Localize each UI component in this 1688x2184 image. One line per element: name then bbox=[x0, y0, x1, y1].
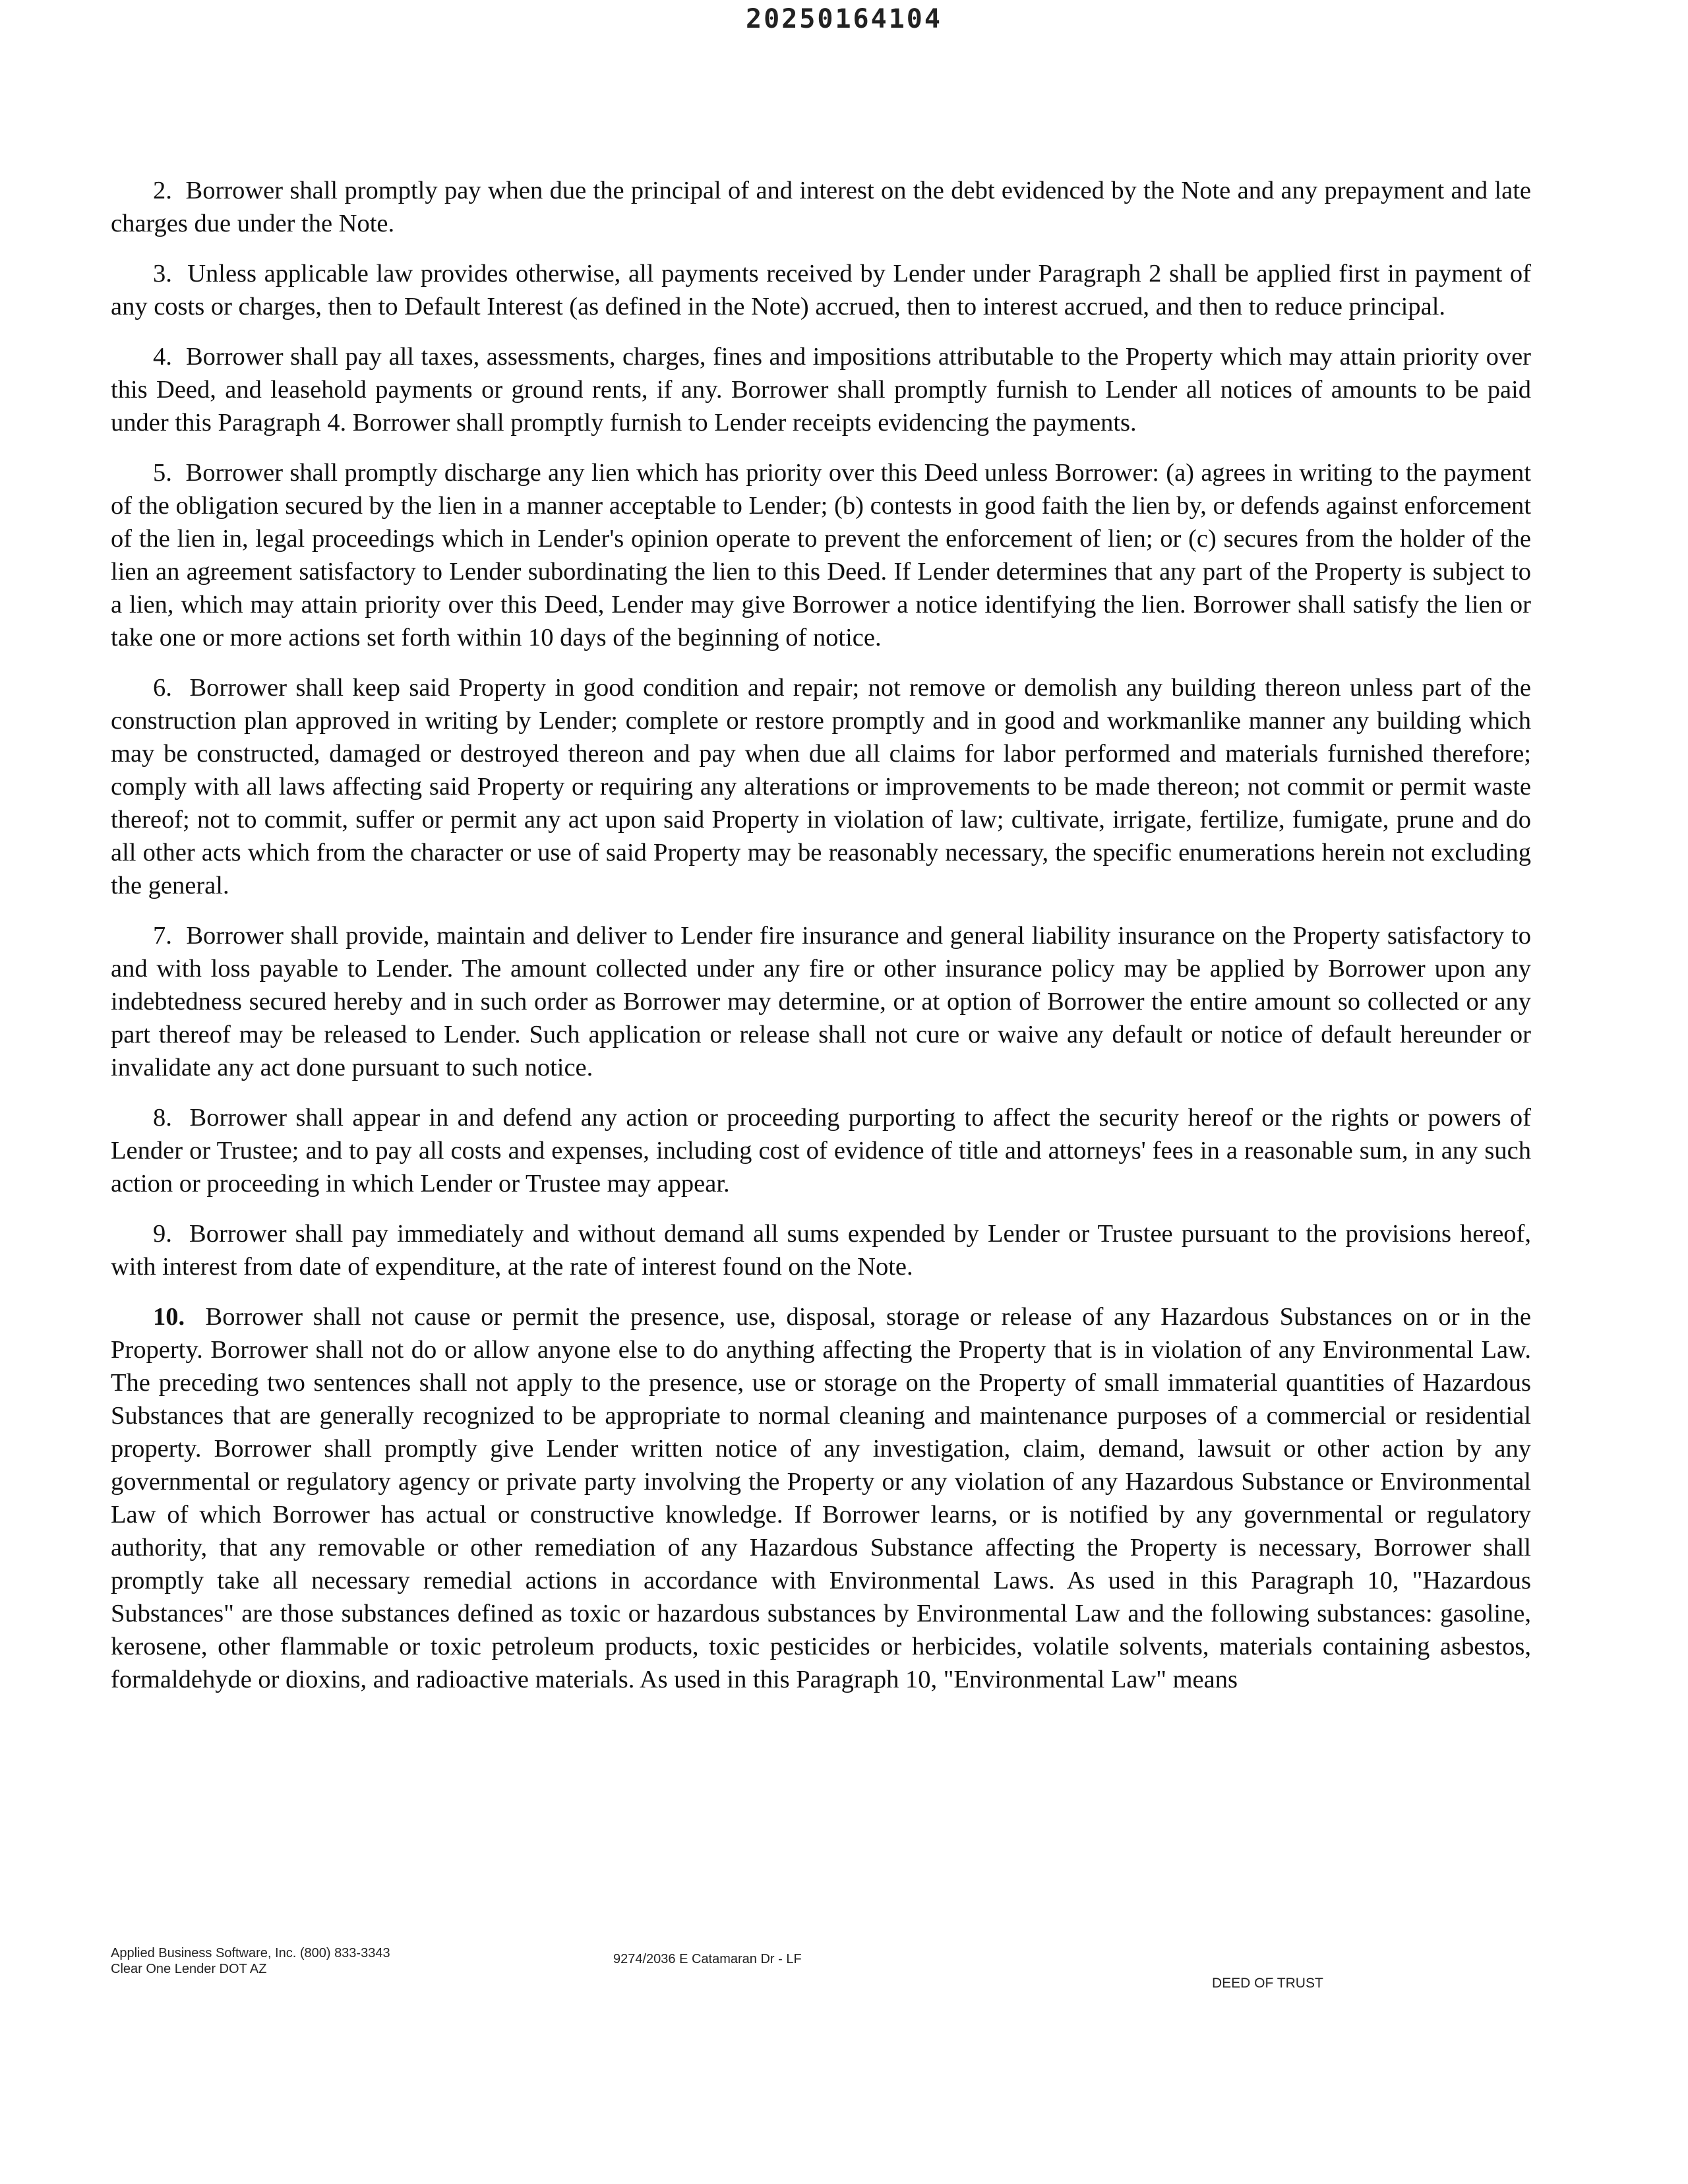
paragraph-number: 4. bbox=[153, 343, 172, 371]
paragraph-number: 8. bbox=[153, 1104, 172, 1132]
paragraph-9 bbox=[111, 1217, 1531, 1283]
paragraph-number: 10. bbox=[153, 1303, 185, 1331]
paragraph-number: 9. bbox=[153, 1220, 172, 1248]
paragraph-number: 2. bbox=[153, 177, 172, 204]
paragraph-7 bbox=[111, 919, 1531, 1084]
footer-software-line: Applied Business Software, Inc. (800) 833-3343 bbox=[111, 1946, 390, 1960]
paragraph-text: Unless applicable law provides otherwise, all payments received by Lender under Paragraph 2 shall be applied first in payment of any costs or charges, then to Default Interest (as defined in the Note) accrued, then to interest accrued, and then to reduce principal. bbox=[111, 260, 1531, 320]
footer-software-info bbox=[111, 1945, 390, 1977]
recording-number: 20250164104 bbox=[746, 4, 942, 34]
footer-document-type: DEED OF TRUST bbox=[1212, 1976, 1323, 1991]
paragraph-number: 7. bbox=[153, 922, 172, 950]
document-body bbox=[111, 174, 1531, 1713]
paragraph-text: Borrower shall not cause or permit the presence, use, disposal, storage or release of any Hazardous Substances on or in the Property. Borrower shall not do or allow anyone else to do anything affecting the Property that is in violation of any Environmental Law. The preceding two sentences shall not apply to the presence, use or storage on the Property of small immaterial quantities of Hazardous Substances that are generally recognized to be appropriate to normal cleaning and maintenance purposes of a commercial or residential property. Borrower shall promptly give Lender written notice of any investigation, claim, demand, lawsuit or other action by any governmental or regulatory agency or private party involving the Property or any violation of any Hazardous Substance or Environmental Law of which Borrower has actual or constructive knowledge. If Borrower learns, or is notified by any governmental or regulatory authority, that any removable or other remediation of any Hazardous Substance affecting the Property is necessary, Borrower shall promptly take all necessary remedial actions in accordance with Environmental Laws. As used in this Paragraph 10, "Hazardous Substances" are those substances defined as toxic or hazardous substances by Environmental Law and the following substances: gasoline, kerosene, other flammable or toxic petroleum products, toxic pesticides or herbicides, volatile solvents, materials containing asbestos, formaldehyde or dioxins, and radioactive materials. As used in this Paragraph 10, "Environmental Law" means bbox=[111, 1303, 1531, 1693]
paragraph-text: Borrower shall appear in and defend any action or proceeding purporting to affect the security hereof or the rights or powers of Lender or Trustee; and to pay all costs and expenses, including cost of evidence of title and attorneys' fees in a reasonable sum, in any such action or proceeding in which Lender or Trustee may appear. bbox=[111, 1104, 1531, 1198]
paragraph-text: Borrower shall promptly discharge any lien which has priority over this Deed unless Borrower: (a) agrees in writing to the payment of the obligation secured by the lien in a manner acceptable to Lender; (b) contests in good faith the lien by, or defends against enforcement of the lien in, legal proceedings which in Lender's opinion operate to prevent the enforcement of lien; or (c) secures from the holder of the lien an agreement satisfactory to Lender subordinating the lien to this Deed. If Lender determines that any part of the Property is subject to a lien, which may attain priority over this Deed, Lender may give Borrower a notice identifying the lien. Borrower shall satisfy the lien or take one or more actions set forth within 10 days of the beginning of notice. bbox=[111, 459, 1531, 652]
paragraph-4 bbox=[111, 340, 1531, 439]
paragraph-text: Borrower shall pay all taxes, assessments, charges, fines and impositions attributable to the Property which may attain priority over this Deed, and leasehold payments or ground rents, if any. Borrower shall promptly furnish to Lender all notices of amounts to be paid under this Paragraph 4. Borrower shall promptly furnish to Lender receipts evidencing the payments. bbox=[111, 343, 1531, 437]
footer-property-ref: 9274/2036 E Catamaran Dr - LF bbox=[613, 1952, 802, 1966]
paragraph-text: Borrower shall keep said Property in good condition and repair; not remove or demolish any building thereon unless part of the construction plan approved in writing by Lender; complete or restore promptly and in good and workmanlike manner any building which may be constructed, damaged or destroyed thereon and pay when due all claims for labor performed and materials furnished therefore; comply with all laws affecting said Property or requiring any alterations or improvements to be made thereon; not commit or permit waste thereof; not to commit, suffer or permit any act upon said Property in violation of law; cultivate, irrigate, fertilize, fumigate, prune and do all other acts which from the character or use of said Property may be reasonably necessary, the specific enumerations herein not excluding the general. bbox=[111, 674, 1532, 899]
paragraph-10 bbox=[111, 1300, 1531, 1696]
paragraph-text: Borrower shall promptly pay when due the principal of and interest on the debt evidenced by the Note and any prepayment and late charges due under the Note. bbox=[111, 177, 1531, 237]
paragraph-6 bbox=[111, 671, 1531, 902]
paragraph-text: Borrower shall pay immediately and without demand all sums expended by Lender or Trustee pursuant to the provisions hereof, with interest from date of expenditure, at the rate of interest found on the Note. bbox=[111, 1220, 1531, 1281]
paragraph-number: 6. bbox=[153, 674, 172, 702]
paragraph-number: 5. bbox=[153, 459, 172, 487]
footer-form-name: Clear One Lender DOT AZ bbox=[111, 1962, 267, 1976]
paragraph-8 bbox=[111, 1101, 1531, 1200]
paragraph-number: 3. bbox=[153, 260, 172, 288]
paragraph-text: Borrower shall provide, maintain and deliver to Lender fire insurance and general liability insurance on the Property satisfactory to and with loss payable to Lender. The amount collected under any fire or other insurance policy may be applied by Borrower upon any indebtedness secured hereby and in such order as Borrower may determine, or at option of Borrower the entire amount so collected or any part thereof may be released to Lender. Such application or release shall not cure or waive any default or notice of default hereunder or invalidate any act done pursuant to such notice. bbox=[111, 922, 1532, 1081]
paragraph-3 bbox=[111, 257, 1531, 323]
paragraph-5 bbox=[111, 456, 1531, 654]
paragraph-2 bbox=[111, 174, 1531, 240]
